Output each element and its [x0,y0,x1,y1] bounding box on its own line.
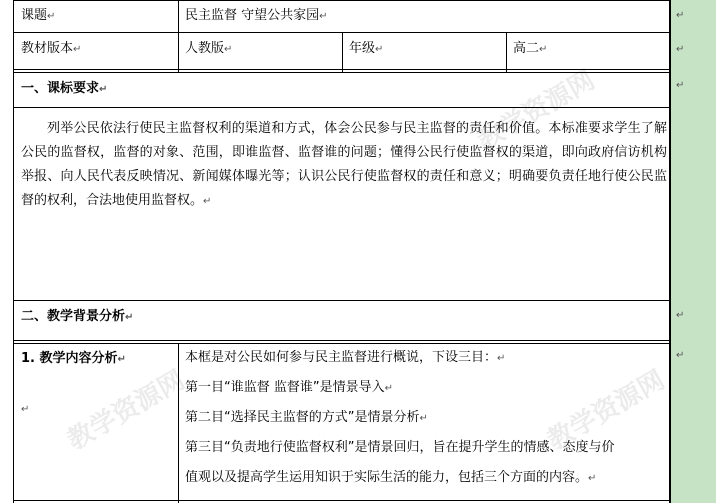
topic-label: 课题↵ [21,8,56,23]
content-line: 值观以及提高学生运用知识于实际生活的能力，包括三个方面的内容。↵ [185,470,597,485]
paragraph-mark: ↵ [21,404,30,415]
paragraph-mark: ↵ [676,80,685,91]
content-line: 第二目“选择民主监督的方式”是情景分析↵ [185,410,428,425]
grade-value: 高二↵ [513,41,548,56]
paragraph-mark: ↵ [676,350,685,361]
edition-value: 人教版↵ [185,41,233,56]
section-title: 二、教学背景分析↵ [21,309,134,324]
content-analysis [185,343,667,493]
content-line: 本框是对公民如何参与民主监督进行概说，下设三目：↵ [185,350,506,365]
paragraph-mark: ↵ [676,310,685,321]
subsection-label: 1. 教学内容分析↵ [21,351,126,366]
content-line: 第三目“负责地行使监督权利”是情景回归，旨在提升学生的情感、态度与价 [185,440,615,455]
grade-label: 年级↵ [349,41,384,56]
page-right-edge [670,0,671,503]
paragraph-mark: ↵ [676,44,685,55]
topic-value: 民主监督 守望公共家园↵ [185,8,328,23]
edition-label: 教材版本↵ [21,41,82,56]
paragraph-mark: ↵ [676,10,685,21]
section-body: 列举公民依法行使民主监督权利的渠道和方式，体会公民参与民主监督的责任和价值。本标准要求学生了解公民的监督权，监督的对象、范围，即谁监督、监督谁的问题；懂得公民行使监督权的渠道，即向政府信访机构举报、向人民代表反映情况、新闻媒体曝光等；认识公民行使监督权的责任和意义；明确要负责任地行使公民监督的权利，合法地使用监督权。↵ [21,121,667,208]
content-line: 第一目“谁监督 监督谁”是情景导入↵ [185,380,393,395]
section-title: 一、课标要求↵ [21,81,108,96]
